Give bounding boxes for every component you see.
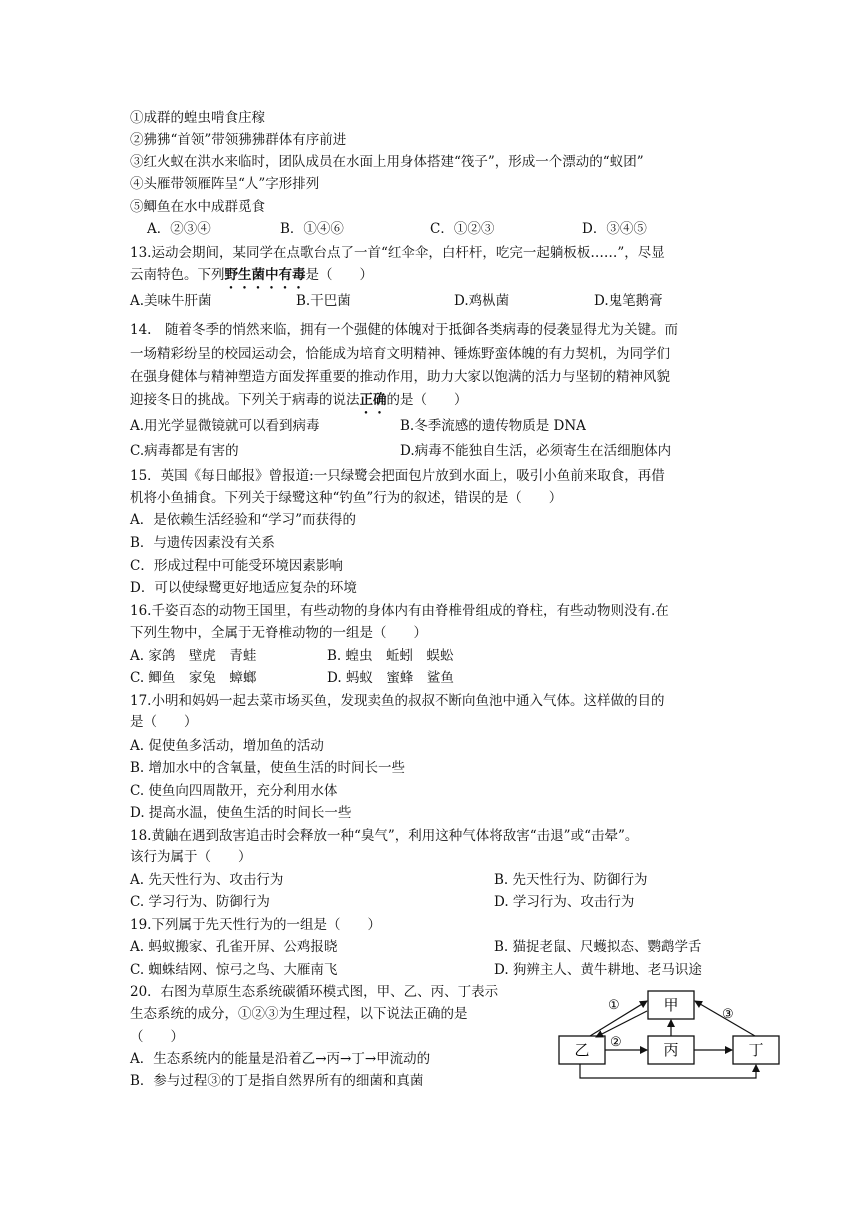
q20-stem-line1: 20．右图为草原生态系统碳循环模式图，甲、乙、丙、丁表示: [130, 984, 499, 1000]
q12-item-3: ③红火蚁在洪水来临时，团队成员在水面上用身体搭建“筏子”，形成一个漂动的“蚁团”: [130, 154, 644, 170]
process-label-2: ②: [610, 1035, 622, 1050]
q12-item-2: ②狒狒“首领”带领狒狒群体有序前进: [130, 132, 347, 148]
q12-option-a: A．②③④: [147, 221, 211, 237]
q19-stem: 19.下列属于先天性行为的一组是（ ）: [130, 917, 381, 933]
q18-option-d: D. 学习行为、攻击行为: [494, 894, 635, 910]
q18-option-a: A. 先天性行为、攻击行为: [130, 872, 284, 888]
q19-option-a: A. 蚂蚁搬家、孔雀开屏、公鸡报晓: [130, 939, 338, 955]
q15-option-c: C．形成过程中可能受环境因素影响: [130, 558, 343, 574]
q15-option-b: B．与遗传因素没有关系: [130, 535, 275, 551]
q13-option-d: D.鬼笔鹅膏: [594, 293, 663, 309]
q12-item-5: ⑤鲫鱼在水中成群觅食: [130, 199, 265, 215]
box-bing-label: 丙: [663, 1041, 679, 1059]
q20-option-a: A．生态系统内的能量是沿着乙→丙→丁→甲流动的: [130, 1051, 431, 1067]
q17-option-c: C. 使鱼向四周散开，充分利用水体: [130, 783, 338, 799]
q13-option-a: A.美味牛肝菌: [130, 293, 212, 309]
q14-emphasis: 正确: [359, 392, 387, 408]
q13-emphasis: 野生菌中有毒: [224, 267, 306, 283]
q17-option-d: D. 提高水温，使鱼生活的时间长一些: [130, 805, 352, 821]
q15-stem-line2: 机将小鱼捕食。下列关于绿鹭这种“钓鱼”行为的叙述，错误的是（ ）: [130, 490, 563, 506]
q16-option-a: A. 家鸽 壁虎 青蛙: [130, 648, 257, 664]
q18-stem-line1: 18.黄鼬在遇到敌害追击时会释放一种“臭气”，利用这种气体将敌害“击退”或“击晕”。: [130, 828, 639, 844]
q15-option-a: A．是依赖生活经验和“学习”而获得的: [130, 512, 357, 528]
q19-option-d: D. 狗辨主人、黄牛耕地、老马识途: [494, 962, 702, 978]
q20-option-b: B．参与过程③的丁是指自然界所有的细菌和真菌: [130, 1073, 424, 1089]
q20-stem-line3: （ ）: [130, 1029, 184, 1045]
arrow-jia-to-yi: [596, 1011, 647, 1037]
q17-option-a: A. 促使鱼多活动，增加鱼的活动: [130, 738, 324, 754]
q16-stem-line2: 下列生物中，全属于无脊椎动物的一组是（ ）: [130, 625, 427, 641]
carbon-cycle-diagram: [550, 985, 790, 1085]
q14-stem-line1: 14. 随着冬季的悄然来临，拥有一个强健的体魄对于抵御各类病毒的侵袭显得尤为关键。而: [130, 322, 678, 338]
q16-option-b: B. 蝗虫 蚯蚓 蜈蚣: [327, 648, 454, 664]
q14-stem-line3: 在强身健体与精神塑造方面发挥重要的推动作用，助力大家以饱满的活力与坚韧的精神风貌: [130, 369, 670, 385]
process-label-3: ③: [722, 1007, 734, 1022]
q20-stem-line2: 生态系统的成分，①②③为生理过程，以下说法正确的是: [130, 1006, 468, 1022]
q16-stem-line1: 16.千姿百态的动物王国里，有些动物的身体内有由脊椎骨组成的脊柱，有些动物则没有.在: [130, 603, 669, 619]
q18-option-c: C. 学习行为、防御行为: [130, 894, 270, 910]
q18-option-b: B. 先天性行为、防御行为: [494, 872, 648, 888]
q15-option-d: D．可以使绿鹭更好地适应复杂的环境: [130, 580, 357, 596]
q18-stem-line2: 该行为属于（ ）: [130, 849, 252, 865]
q15-stem-line1: 15．英国《每日邮报》曾报道:一只绿鹭会把面包片放到水面上，吸引小鱼前来取食，再借: [130, 468, 665, 484]
q14-option-c: C.病毒都是有害的: [130, 443, 239, 459]
q14-stem-line4: 迎接冬日的挑战。下列关于病毒的说法正确的是（ ）: [130, 392, 468, 408]
q13-stem-line1: 13.运动会期间，某同学在点歌台点了一首“红伞伞，白杆杆，吃完一起躺板板……”，尽显: [130, 245, 665, 261]
process-label-1: ①: [608, 998, 620, 1013]
arrow-yi-to-ding: [580, 1064, 756, 1078]
box-jia-label: 甲: [663, 996, 679, 1014]
box-yi-label: 乙: [574, 1041, 590, 1059]
q13-option-c: D.鸡枞菌: [454, 293, 510, 309]
q12-item-4: ④头雁带领雁阵呈“人”字形排列: [130, 176, 320, 192]
q14-option-b: B.冬季流感的遗传物质是 DNA: [400, 418, 586, 434]
q12-option-b: B．①④⑥: [280, 221, 344, 237]
q19-option-c: C. 蜘蛛结网、惊弓之鸟、大雁南飞: [130, 962, 338, 978]
q19-option-b: B. 猫捉老鼠、尺蠖拟态、鹦鹉学舌: [494, 939, 702, 955]
box-ding-label: 丁: [748, 1041, 764, 1059]
q12-option-d: D．③④⑤: [582, 221, 647, 237]
q13-stem-line2: 云南特色。下列野生菌中有毒是（ ）: [130, 267, 373, 283]
q13-option-b: B.干巴菌: [296, 293, 351, 309]
q12-option-c: C．①②③: [430, 221, 495, 237]
q14-option-a: A.用光学显微镜就可以看到病毒: [130, 418, 320, 434]
q17-option-b: B. 增加水中的含氧量，使鱼生活的时间长一些: [130, 760, 406, 776]
q14-stem-line2: 一场精彩纷呈的校园运动会，恰能成为培育文明精神、锤炼野蛮体魄的有力契机，为同学们: [130, 346, 670, 362]
q12-item-1: ①成群的蝗虫啃食庄稼: [130, 110, 265, 126]
q17-stem-line1: 17.小明和妈妈一起去菜市场买鱼，发现卖鱼的叔叔不断向鱼池中通入气体。这样做的目的: [130, 693, 665, 709]
q17-stem-line2: 是（ ）: [130, 714, 198, 730]
q14-option-d: D.病毒不能独自生活，必须寄生在活细胞体内: [400, 443, 672, 459]
q16-option-c: C. 鲫鱼 家兔 蟑螂: [130, 670, 257, 686]
q16-option-d: D. 蚂蚁 蜜蜂 鲨鱼: [327, 670, 454, 686]
